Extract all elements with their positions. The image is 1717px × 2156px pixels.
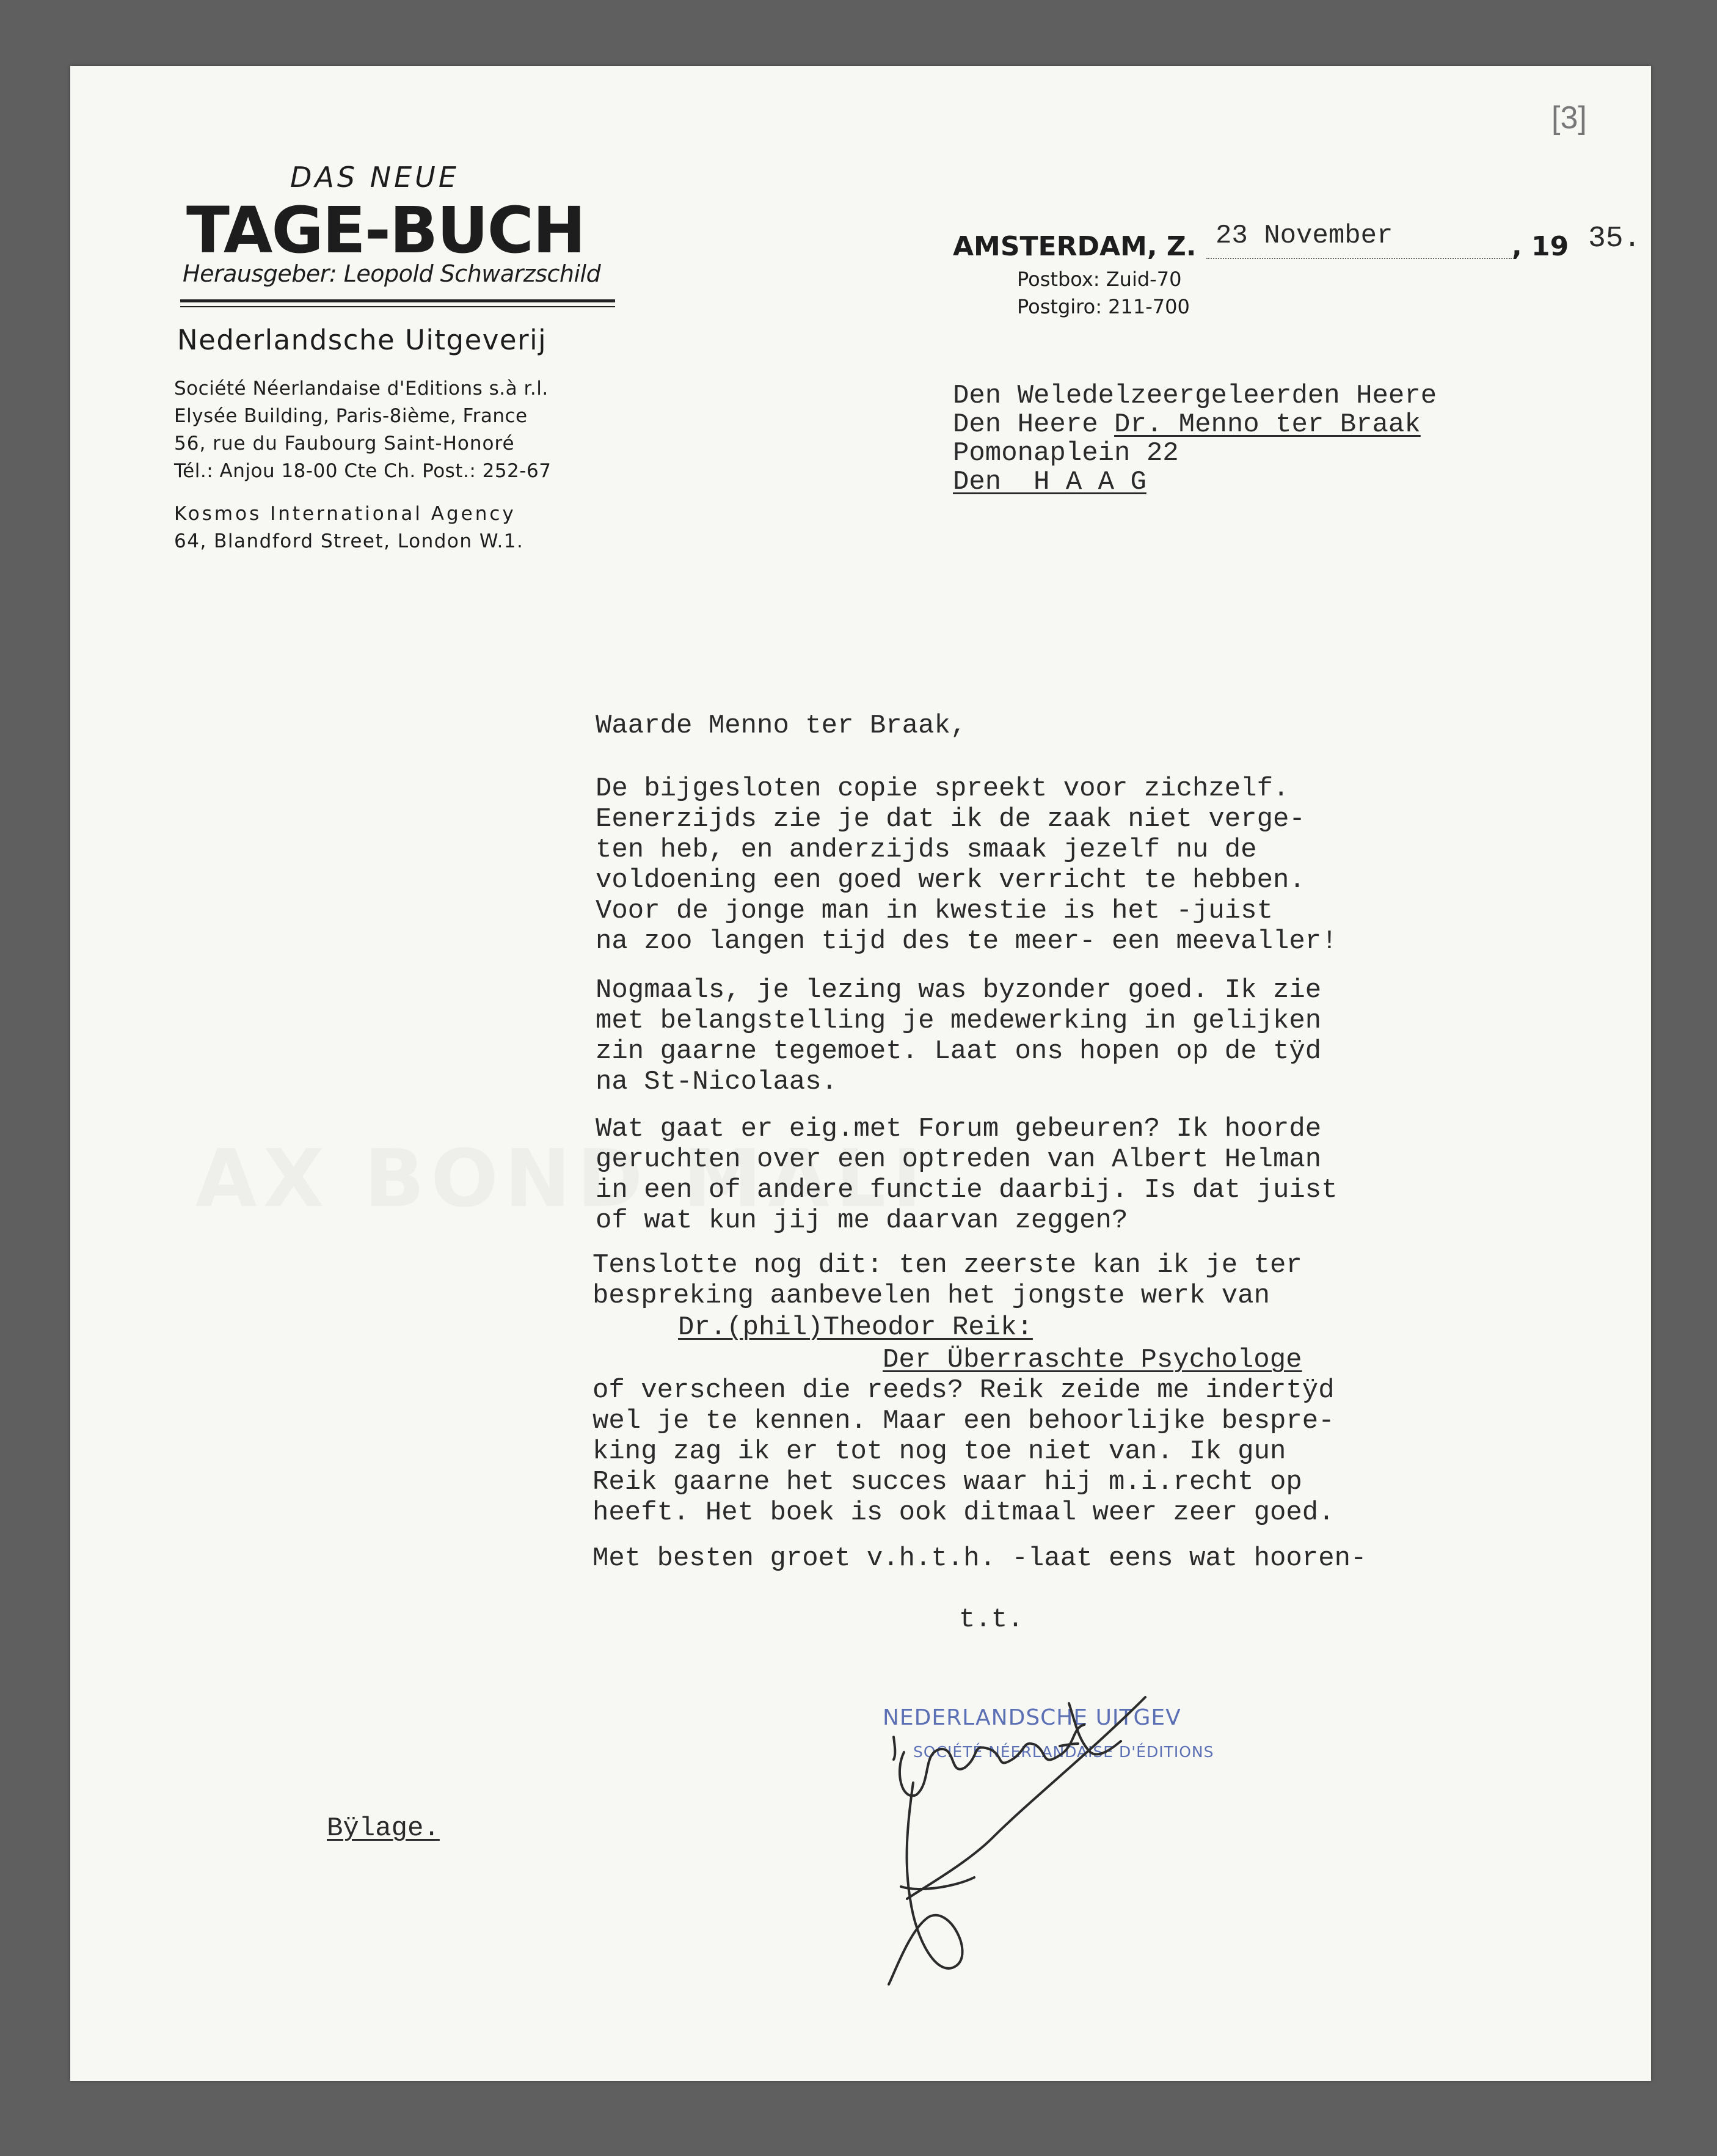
book-title: Der Überraschte Psychologe — [883, 1345, 1302, 1375]
city: AMSTERDAM, Z. — [953, 231, 1197, 262]
letterhead-address-2: Elysée Building, Paris-8ième, France — [174, 405, 528, 427]
body-line: met belangstelling je medewerking in gelijken — [596, 1006, 1322, 1036]
letterhead-title: TAGE-BUCH — [186, 193, 585, 268]
letterhead-agency-address: 64, Blandford Street, London W.1. — [174, 530, 524, 552]
letterhead-agency: Kosmos International Agency — [174, 503, 516, 525]
stamp-line-1: NEDERLANDSCHE UITGEV — [883, 1705, 1181, 1730]
body-line: geruchten over een optreden van Albert Helman — [596, 1144, 1322, 1175]
recipient-street: Pomonaplein 22 — [953, 438, 1179, 469]
paragraph-4-intro — [592, 1250, 1302, 1311]
postbox: Postbox: Zuid-70 — [1017, 268, 1182, 291]
paragraph-2 — [596, 975, 1321, 1097]
body-line: zin gaarne tegemoet. Laat ons hopen op de tÿd — [596, 1036, 1322, 1067]
letterhead-rule-thick — [180, 299, 615, 302]
body-line: bespreking aanbevelen het jongste werk van — [592, 1281, 1270, 1311]
letterhead-rule-thin — [180, 306, 615, 307]
letterhead-publisher: Nederlandsche Uitgeverij — [177, 324, 547, 356]
body-line: Nogmaals, je lezing was byzonder goed. Ik zie — [596, 975, 1322, 1006]
body-line: king zag ik er tot nog toe niet van. Ik gun — [592, 1436, 1286, 1467]
body-line: Tenslotte nog dit: ten zeerste kan ik je ter — [592, 1250, 1302, 1281]
letterhead-address-4: Tél.: Anjou 18-00 Cte Ch. Post.: 252-67 — [174, 460, 552, 482]
body-line: of wat kun jij me daarvan zeggen? — [596, 1205, 1128, 1236]
letter-sheet — [70, 66, 1651, 2081]
archive-number: [3] — [1551, 100, 1587, 136]
handwritten-signature — [858, 1599, 1200, 1990]
body-line: heeft. Het boek is ook ditmaal weer zeer goed. — [592, 1497, 1335, 1528]
year-suffix: 35. — [1588, 222, 1641, 255]
postgiro: Postgiro: 211-700 — [1017, 295, 1190, 318]
body-line: na St-Nicolaas. — [596, 1067, 838, 1097]
paragraph-4-rest — [592, 1375, 1335, 1528]
body-line: wel je te kennen. Maar een behoorlijke bespre- — [592, 1406, 1335, 1436]
recipient-line-1: Den Weledelzeergeleerden Heere — [953, 381, 1437, 411]
salutation: Waarde Menno ter Braak, — [596, 711, 967, 741]
recipient-title: Den Heere — [953, 409, 1115, 440]
body-line: of verscheen die reeds? Reik zeide me indertÿd — [592, 1375, 1335, 1406]
letterhead-das-neue: DAS NEUE — [290, 161, 459, 194]
body-line: in een of andere functie daarbij. Is dat juist — [596, 1175, 1338, 1205]
closing: Met besten groet v.h.t.h. -laat eens wat hooren- — [592, 1543, 1367, 1574]
body-line: Reik gaarne het succes waar hij m.i.recht op — [592, 1467, 1302, 1497]
recipient-name: Dr. Menno ter Braak — [1114, 409, 1421, 440]
year-prefix: , 19 — [1512, 231, 1569, 262]
stamp-line-2: SOCIÉTÉ NÉERLANDAISE D'ÉDITIONS — [913, 1743, 1214, 1761]
body-line: na zoo langen tijd des te meer- een meevaller! — [596, 926, 1338, 957]
body-line: Eenerzijds zie je dat ik de zaak niet verge- — [596, 804, 1305, 835]
recipient-city: Den H A A G — [953, 467, 1146, 497]
paragraph-3 — [596, 1114, 1338, 1236]
paragraph-1 — [596, 773, 1338, 957]
body-line: Voor de jonge man in kwestie is het -juist — [596, 896, 1273, 926]
body-line: Wat gaat er eig.met Forum gebeuren? Ik hoorde — [596, 1114, 1322, 1144]
letterhead-editor: Herausgeber: Leopold Schwarzschild — [183, 260, 601, 287]
date-dotted-line — [1206, 258, 1512, 259]
initials: t.t. — [959, 1604, 1024, 1635]
letterhead-address-3: 56, rue du Faubourg Saint-Honoré — [174, 433, 515, 455]
book-author: Dr.(phil)Theodor Reik: — [678, 1312, 1033, 1343]
body-line: ten heb, en anderzijds smaak jezelf nu de — [596, 835, 1257, 865]
enclosure-note: Bÿlage. — [327, 1813, 440, 1844]
letter-date: 23 November — [1216, 221, 1393, 251]
recipient-line-2 — [953, 409, 1421, 440]
body-line: voldoening een goed werk verricht te hebben. — [596, 865, 1305, 896]
body-line: De bijgesloten copie spreekt voor zichzelf. — [596, 773, 1289, 804]
letterhead-address-1: Société Néerlandaise d'Editions s.à r.l. — [174, 378, 549, 400]
